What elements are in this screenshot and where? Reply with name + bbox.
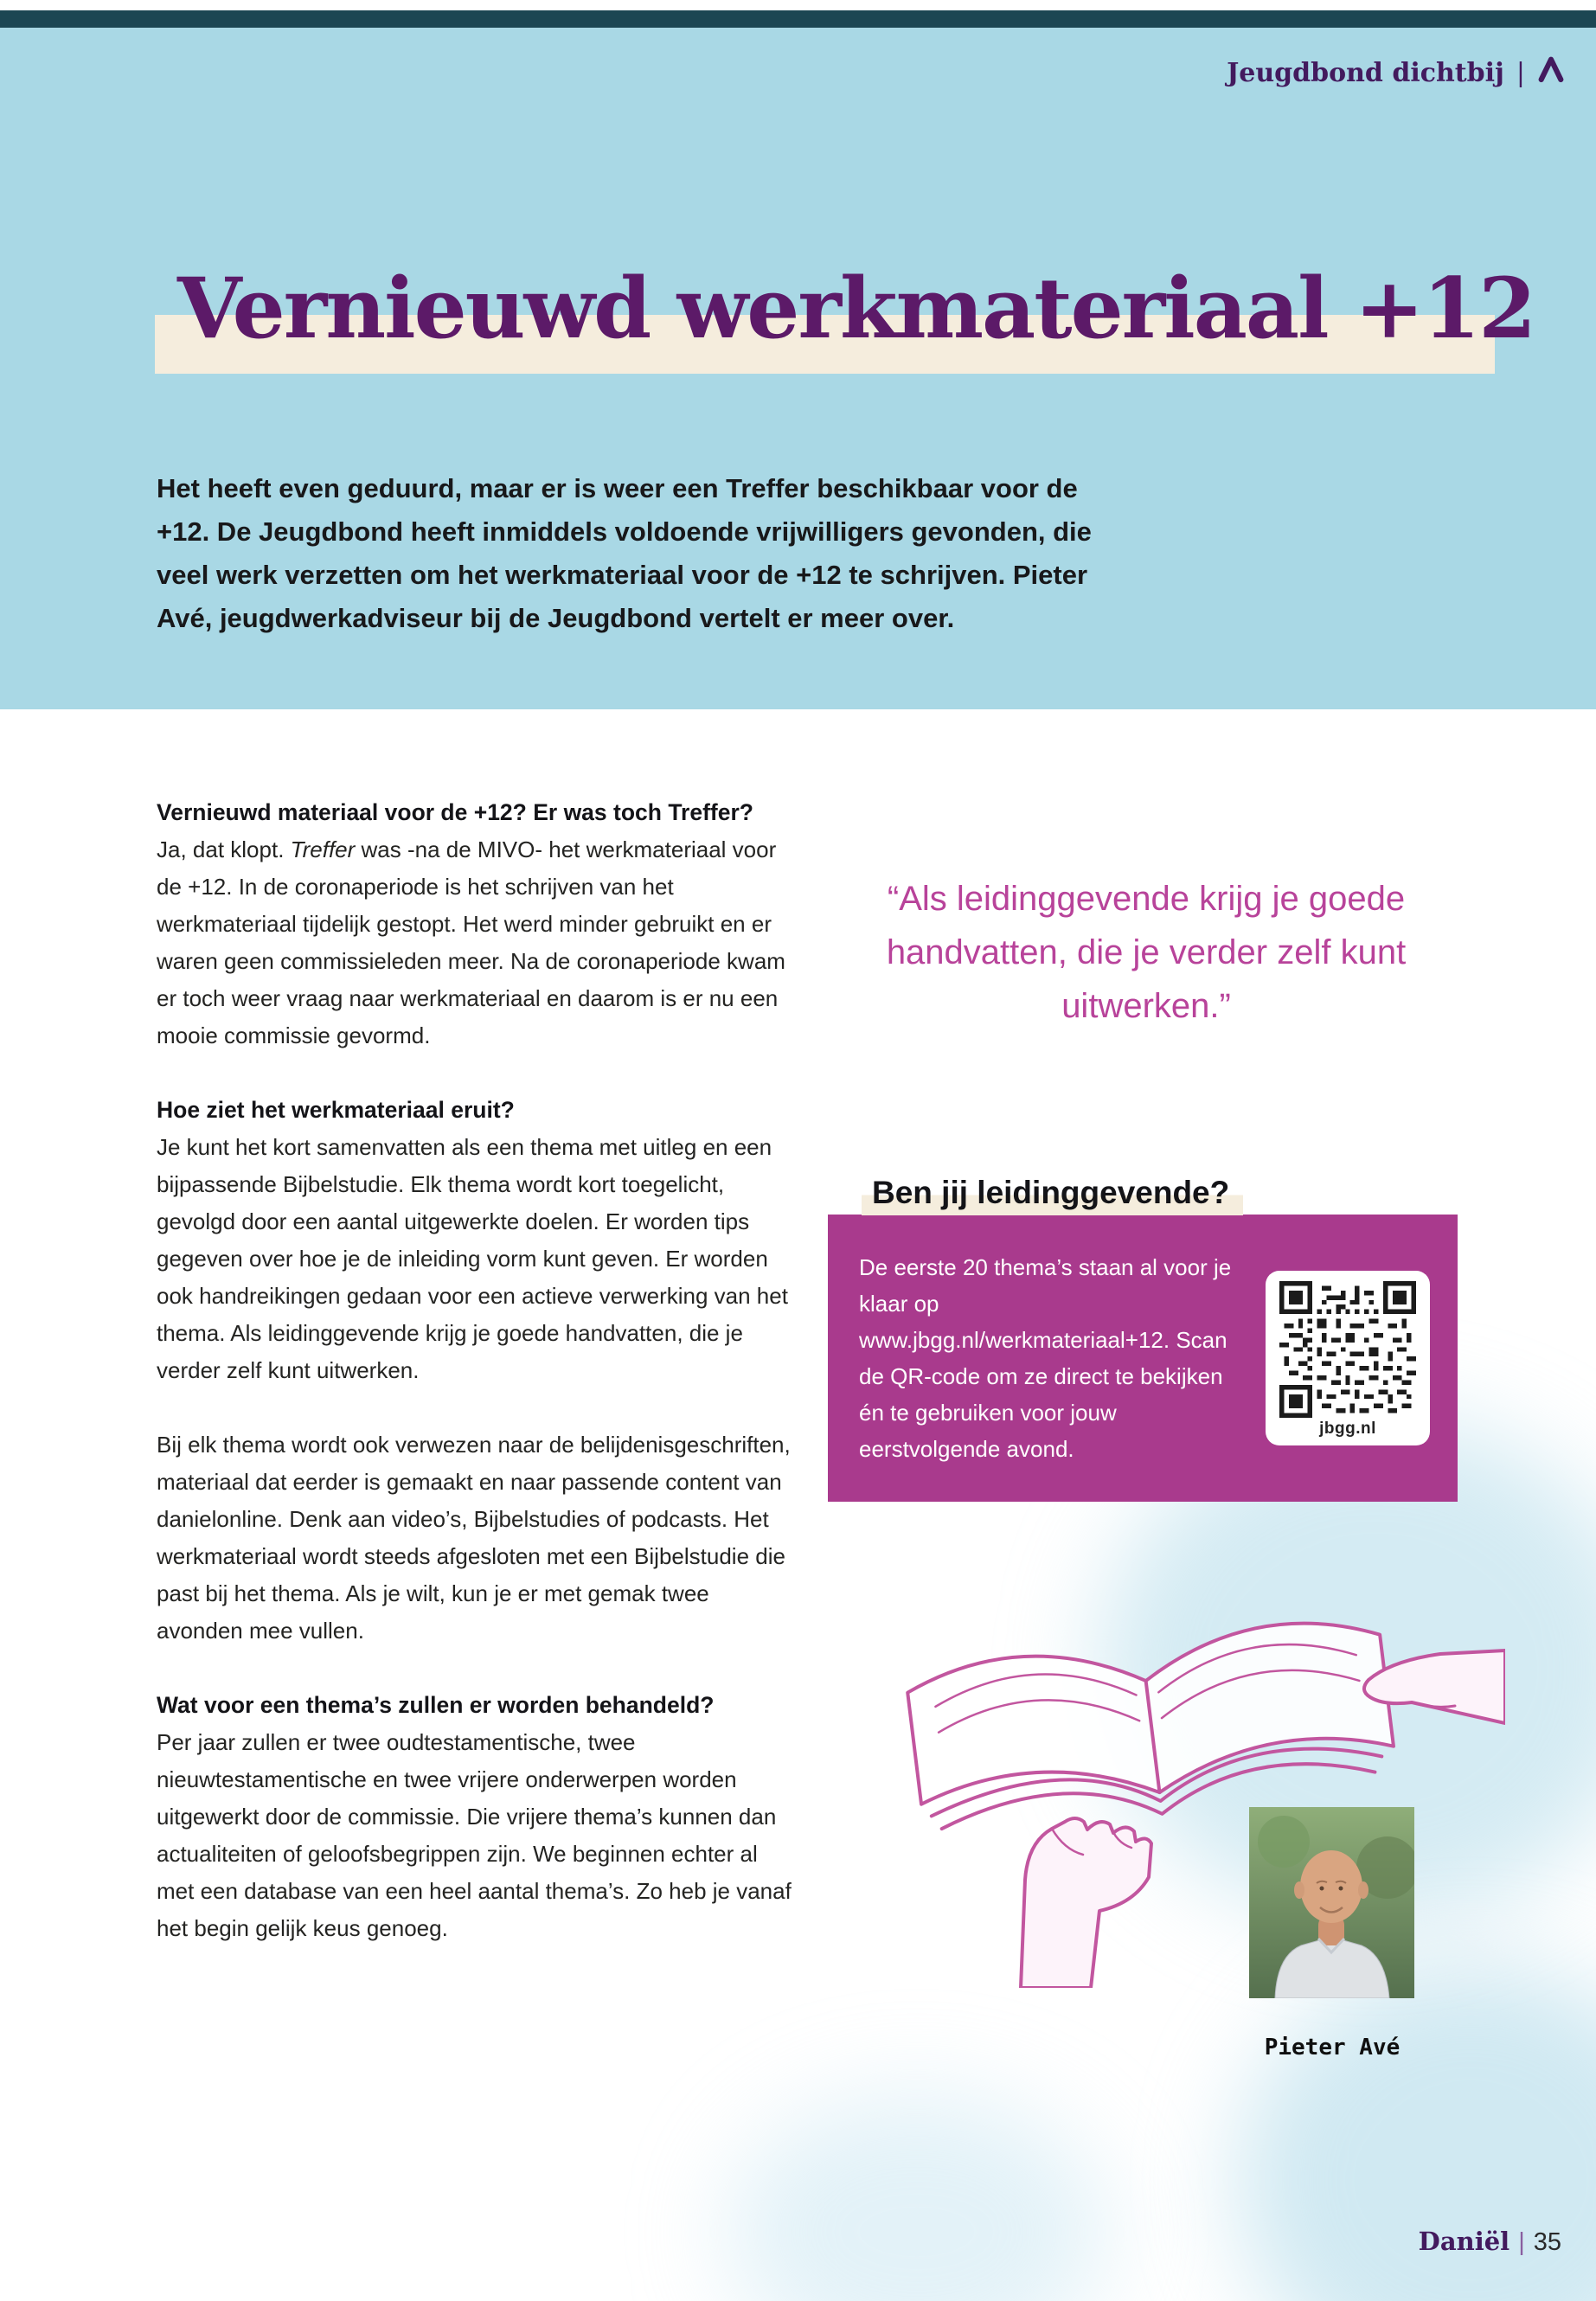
article-section xyxy=(157,1426,794,1650)
italic-term: Treffer xyxy=(290,836,356,862)
paragraph-text: Ja, dat klopt. xyxy=(157,836,291,862)
article-section xyxy=(157,794,794,1054)
intro-paragraph: Het heeft even geduurd, maar er is weer een Treffer beschikbaar voor de +12. De Jeugdbond heeft inmiddels voldoende vrijwilligers gevonden, die veel werk verzetten om het werkmateriaal voor de +12 te schrijven. Pieter Avé, jeugdwerkadviseur bij de Jeugdbond vertelt er meer over. xyxy=(157,473,1092,633)
qr-card xyxy=(1266,1271,1430,1445)
section-paragraph: Je kunt het kort samenvatten als een thema met uitleg en een bijpassende Bijbelstudie. Elk thema wordt kort toegelicht, gevolgd door een aantal uitgewerkte doelen. Er worden tips gegeven over hoe je de inleiding vorm kunt geven. Er worden ook handreikingen gedaan voor een actieve verwerking van het thema. Als leidinggevende krijg je goede handvatten, die je verder zelf kunt uitwerken. xyxy=(157,1134,788,1383)
pieter-ave-photo xyxy=(1249,1807,1414,1998)
page-number: 35 xyxy=(1533,2228,1561,2256)
section-paragraph xyxy=(157,831,794,1054)
top-accent-bar xyxy=(0,10,1596,28)
header-divider: | xyxy=(1516,57,1525,88)
article-column xyxy=(157,794,794,1947)
watercolor-blob xyxy=(727,2093,1107,2301)
pull-quote: “Als leidinggevende krijg je goede handvatten, die je verder zelf kunt uitwerken.” xyxy=(886,880,1407,1025)
article-section xyxy=(157,1092,794,1389)
callout-heading xyxy=(862,1175,1243,1211)
section-heading: Hoe ziet het werkmateriaal eruit? xyxy=(157,1097,515,1123)
section-label: Jeugdbond dichtbij xyxy=(1227,57,1504,88)
magazine-name: Daniël xyxy=(1418,2227,1510,2256)
photo-caption: Pieter Avé xyxy=(1264,2035,1401,2061)
callout-heading-text: Ben jij leidinggevende? xyxy=(862,1175,1243,1215)
header-brand xyxy=(1227,55,1565,90)
paragraph-text: was -na de MIVO- het werkmateriaal voor de +12. In de coronaperiode is het schrijven van het werkmateriaal tijdelijk gestopt. Het werd minder gebruikt en er waren geen commissieleden meer. Na de coronaperiode kwam er toch weer vraag naar werkmateriaal en daarom is er nu een mooie commissie gevormd. xyxy=(157,836,785,1048)
page-title: Vernieuwd werkmateriaal +12 xyxy=(177,260,1535,357)
section-paragraph: Per jaar zullen er twee oudtestamentische, twee nieuwtestamentische en twee vrijere onderwerpen worden uitgewerkt door de commissie. Die vrijere thema’s kunnen dan actualiteiten of geloofsbegrippen zijn. We beginnen echter al met een database van een heel aantal thema’s. Zo heb je vanaf het begin gelijk keus genoeg. xyxy=(157,1729,792,1941)
callout-box xyxy=(828,1215,1458,1502)
qr-label: jbgg.nl xyxy=(1319,1420,1376,1438)
section-paragraph: Bij elk thema wordt ook verwezen naar de belijdenisgeschriften, materiaal dat eerder is gemaakt en naar passende content van danielonline. Denk aan video’s, Bijbelstudies of podcasts. Het werkmateriaal wordt steeds afgesloten met een Bijbelstudie die past bij het thema. Als je wilt, kun je er met gemak twee avonden mee vullen. xyxy=(157,1432,791,1644)
footer-divider: | xyxy=(1518,2228,1525,2256)
page-footer xyxy=(1419,2227,1561,2257)
article-section xyxy=(157,1687,794,1947)
qr-code xyxy=(1279,1281,1416,1418)
section-heading: Wat voor een thema’s zullen er worden behandeld? xyxy=(157,1692,715,1718)
callout-text: De eerste 20 thema’s staan al voor je klaar op www.jbgg.nl/werkmateriaal+12. Scan de QR-code om ze direct te bekijken én te gebruiken voor jouw eerstvolgende avond. xyxy=(859,1254,1232,1462)
jbgg-logo-icon xyxy=(1537,55,1565,90)
section-heading: Vernieuwd materiaal voor de +12? Er was toch Treffer? xyxy=(157,799,753,825)
